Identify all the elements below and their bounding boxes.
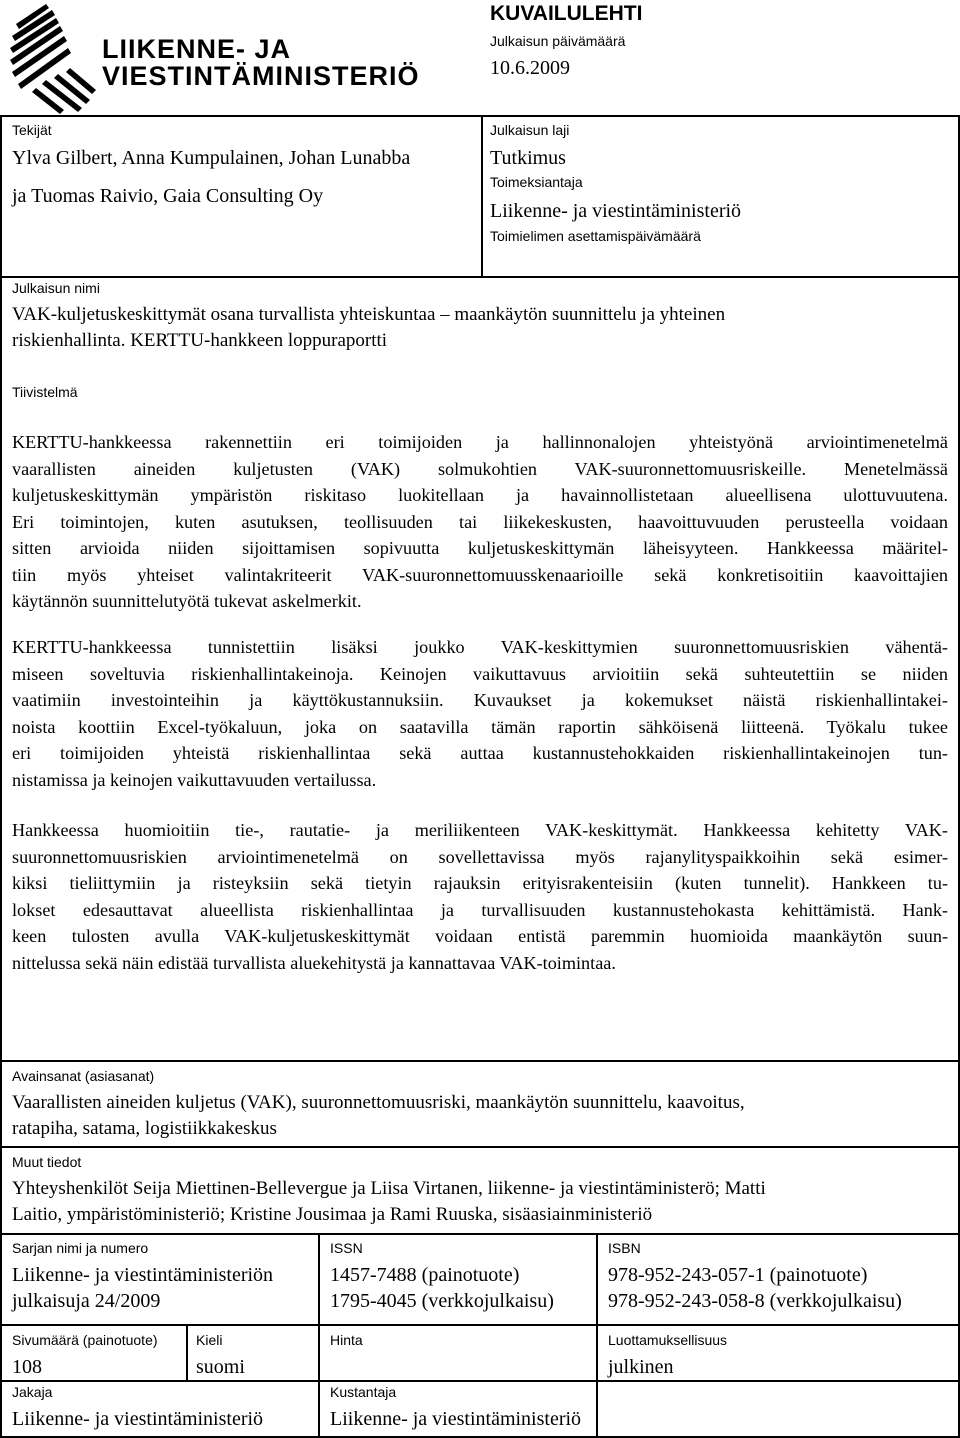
keywords-label: Avainsanat (asiasanat) [12, 1068, 155, 1084]
abstract-paragraph-3 [12, 817, 948, 976]
divider [0, 1233, 960, 1235]
other-info-label: Muut tiedot [12, 1154, 82, 1170]
pages-value: 108 [12, 1356, 42, 1378]
divider [0, 1060, 960, 1062]
committee-date-label: Toimielimen asettamispäivämäärä [490, 228, 701, 244]
authors-line-1: Ylva Gilbert, Anna Kumpulainen, Johan Lunabba [12, 147, 411, 169]
abstract-line: KERTTU-hankkeessa tunnistettiin lisäksi joukko VAK-keskittymien suuronnettomuusriskien vähentä- [12, 637, 948, 657]
abstract-line: KERTTU-hankkeessa rakennettiin eri toimijoiden ja hallinnonalojen yhteistyönä arviointimenetelmä [12, 432, 948, 452]
authors-line-2: ja Tuomas Raivio, Gaia Consulting Oy [12, 185, 324, 207]
divider [0, 115, 2, 1438]
other-info-line-1: Yhteyshenkilöt Seija Miettinen-Bellevergue ja Liisa Virtanen, liikenne- ja viestintäministerö; Matti [12, 1178, 766, 1199]
abstract-line: nittelussa sekä näin edistää turvallista aluekehitystä ja kannattavaa VAK-toimintaa. [12, 952, 616, 973]
divider [318, 1233, 320, 1438]
divider [0, 1324, 960, 1326]
abstract-line: vaatimiin investointeihin ja käyttökustannuksiin. Kuvaukset ja kokemukset näistä riskienhallintakei- [12, 690, 948, 710]
ministry-emblem-icon [6, 2, 102, 116]
publication-type: Tutkimus [490, 147, 566, 169]
publication-type-label: Julkaisun laji [490, 122, 570, 138]
abstract-line: kuljetuskeskittymän ympäristön riskitaso luokitellaan ja havainnollistetaan alueellisena ulottuvuutena. [12, 485, 948, 505]
divider [0, 1146, 960, 1148]
abstract-line: kiksi tieliittymiin ja risteyksiin sekä tietyin rajauksin erityisrakenteisiin (kuten tunnelit). Hankkeen tu- [12, 873, 948, 893]
confidentiality-value: julkinen [608, 1356, 674, 1378]
isbn-label: ISBN [608, 1240, 641, 1256]
divider [596, 1233, 598, 1438]
isbn-online: 978-952-243-058-8 (verkkojulkaisu) [608, 1290, 902, 1312]
abstract-line: Eri toimintojen, kuten asutuksen, teollisuuden tai liikekeskusten, haavoittuvuuden perusteella voidaan [12, 511, 948, 532]
series-line-2: julkaisuja 24/2009 [12, 1290, 161, 1312]
publisher-value: Liikenne- ja viestintäministeriö [330, 1408, 582, 1430]
logo-wordmark [102, 36, 420, 90]
commissioned-by-label: Toimeksiantaja [490, 174, 583, 190]
abstract-line: Hankkeessa huomioitiin tie-, rautatie- ja meriliikenteen VAK-keskittymät. Hankkeessa kehitetty VAK- [12, 820, 948, 840]
abstract-paragraph-1 [12, 429, 948, 615]
ministry-logo [6, 2, 476, 116]
abstract-paragraph-2 [12, 634, 948, 793]
isbn-print: 978-952-243-057-1 (painotuote) [608, 1264, 868, 1286]
issn-label: ISSN [330, 1240, 363, 1256]
abstract-line: tiin myös yhteiset valintakriteerit VAK-suuronnettomuusskenaarioille sekä konkretisoitiin kaavoittajien [12, 564, 948, 585]
divider [0, 115, 960, 117]
title-line-1: VAK-kuljetuskeskittymät osana turvallista yhteiskuntaa – maankäytön suunnittelu ja yhteinen [12, 304, 726, 325]
abstract-line: sitten arvioida niiden sijoittamisen sopivuutta kuljetuskeskittymän läheisyyteen. Hankkeessa määritel- [12, 538, 948, 558]
issn-online: 1795-4045 (verkkojulkaisu) [330, 1290, 554, 1312]
abstract-line: noista koottiin Excel-työkaluun, joka on saatavilla tämän raportin sähköisenä liitteenä. Työkalu tukee [12, 716, 948, 737]
issn-print: 1457-7488 (painotuote) [330, 1264, 520, 1286]
divider [0, 1380, 960, 1382]
divider [481, 115, 483, 277]
price-label: Hinta [330, 1332, 363, 1348]
abstract-label: Tiivistelmä [12, 384, 78, 400]
divider [186, 1324, 188, 1380]
title-label: Julkaisun nimi [12, 280, 100, 296]
language-label: Kieli [196, 1332, 223, 1348]
abstract-line: vaarallisten aineiden kuljetusten (VAK) solmukohtien VAK-suuronnettomuusriskeille. Menetelmässä [12, 458, 948, 479]
keywords-line-1: Vaarallisten aineiden kuljetus (VAK), suuronnettomuusriski, maankäytön suunnittelu, kaavoitus, [12, 1092, 745, 1113]
abstract-line: suuronnettomuusriskien arviointimenetelmä on sovellettavissa myös rajanylityspaikkoihin sekä esimer- [12, 846, 948, 867]
abstract-line: keen tulosten avulla VAK-kuljetuskeskittymät voidaan entistä paremmin huomioida maankäytön suun- [12, 926, 948, 946]
logo-line-2: VIESTINTÄMINISTERIÖ [102, 61, 420, 91]
keywords-line-2: ratapiha, satama, logistiikkakeskus [12, 1118, 277, 1139]
authors-label: Tekijät [12, 122, 52, 138]
abstract-line: miseen soveltuvia riskienhallintakeinoja. Keinojen vaikuttavuus arvioitiin sekä suhteutettiin se niiden [12, 663, 948, 684]
language-value: suomi [196, 1356, 245, 1378]
distribution-value: Liikenne- ja viestintäministeriö [12, 1408, 264, 1430]
abstract-line: lokset edesauttavat alueellista riskienhallintaa ja turvallisuuden kustannustehokasta kehittämistä. Hank- [12, 899, 948, 920]
title-line-2: riskienhallinta. KERTTU-hankkeen loppuraportti [12, 330, 388, 351]
publisher-label: Kustantaja [330, 1384, 397, 1400]
confidentiality-label: Luottamuksellisuus [608, 1332, 728, 1348]
pages-label: Sivumäärä (painotuote) [12, 1332, 158, 1348]
series-line-1: Liikenne- ja viestintäministeriön [12, 1264, 274, 1286]
divider [0, 276, 960, 278]
abstract-line: eri toimijoiden yhteistä riskienhallintaa sekä auttaa kustannustehokkaiden riskienhallintakeinojen tun- [12, 743, 948, 763]
abstract-line: nistamissa ja keinojen vaikuttavuuden vertailussa. [12, 769, 377, 790]
commissioned-by: Liikenne- ja viestintäministeriö [490, 200, 742, 222]
publication-date: 10.6.2009 [490, 57, 570, 79]
logo-line-1: LIIKENNE- JA [102, 34, 292, 64]
document-type: KUVAILULEHTI [490, 2, 643, 25]
abstract-line: käytännön suunnittelutyötä tukevat askelmerkit. [12, 591, 362, 611]
series-label: Sarjan nimi ja numero [12, 1240, 149, 1256]
other-info-line-2: Laitio, ympäristöministeriö; Kristine Jousimaa ja Rami Ruuska, sisäasiainministeriö [12, 1204, 653, 1225]
publication-date-label: Julkaisun päivämäärä [490, 33, 626, 49]
distribution-label: Jakaja [12, 1384, 53, 1400]
